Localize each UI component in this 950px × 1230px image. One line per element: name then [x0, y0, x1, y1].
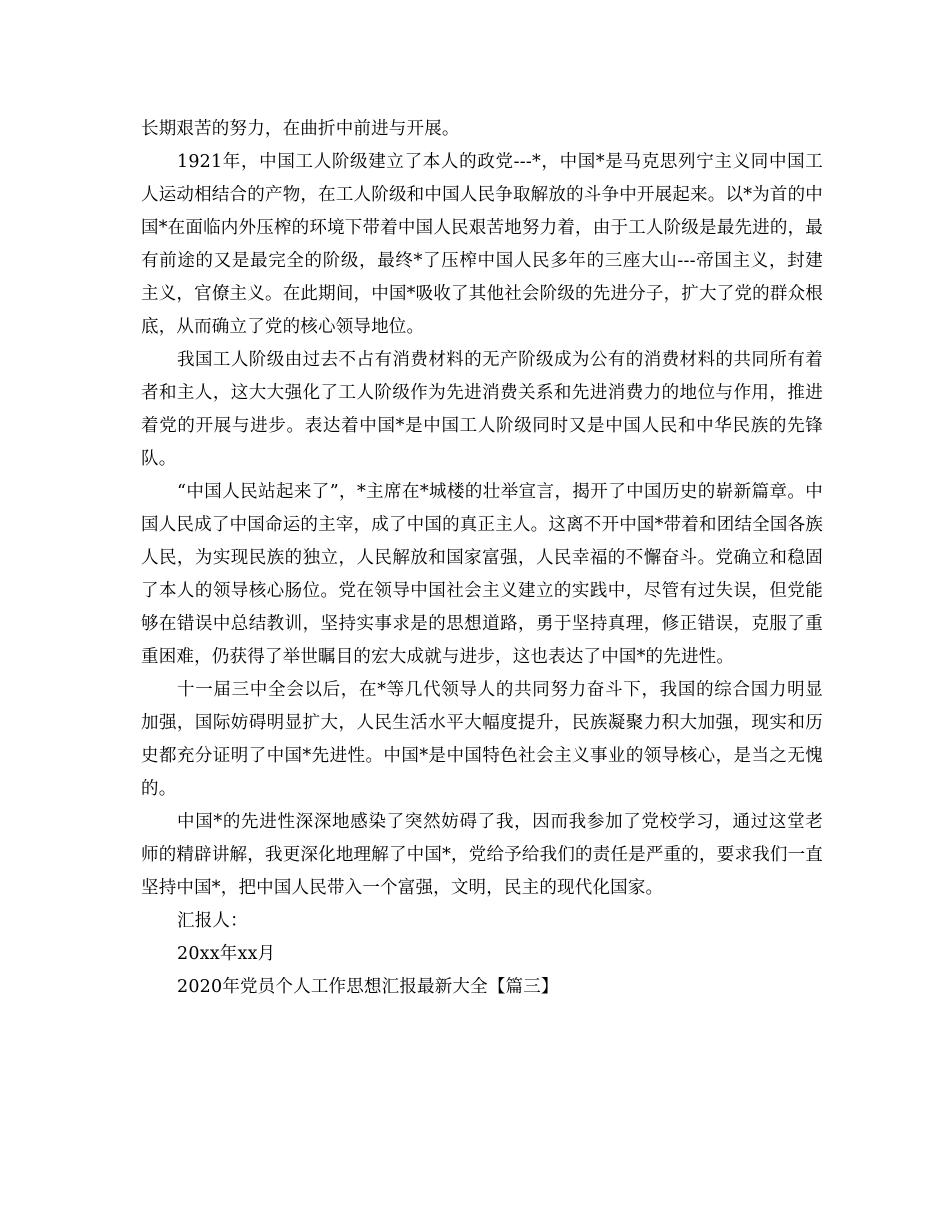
paragraph-working-class: 我国工人阶级由过去不占有消费材料的无产阶级成为公有的消费材料的共同所有着者和主人，这大大强化了工人阶级作为先进消费关系和先进消费力的地位与作用，推进着党的开展与进步。表达着中国*是中国工人阶级同时又是中国人民和中华民族的先锋队。 [141, 350, 823, 469]
paragraph-1921-party-founding: 1921年，中国工人阶级建立了本人的政党---*，中国*是马克思列宁主义同中国工人运动相结合的产物，在工人阶级和中国人民争取解放的斗争中开展起来。以*为首的中国*在面临内外压榨的环境下带着中国人民艰苦地努力着，由于工人阶级是最先进的，最有前途的又是最完全的阶级，最终*了压榨中国人民多年的三座大山---帝国主义，封建主义，官僚主义。在此期间，中国*吸收了其他社会阶级的先进分子，扩大了党的群众根底，从而确立了党的核心领导地位。 [141, 152, 823, 337]
paragraph-third-plenum: 十一届三中全会以后，在*等几代领导人的共同努力奋斗下，我国的综合国力明显加强，国际妨碍明显扩大，人民生活水平大幅度提升，民族凝聚力积大加强，现实和历史都充分证明了中国*先进性。中国*是中国特色社会主义事业的领导核心，是当之无愧的。 [141, 680, 823, 799]
paragraph-continuation: 长期艰苦的努力，在曲折中前进与开展。 [141, 119, 460, 139]
paragraph-people-stood-up: “中国人民站起来了”，*主席在*城楼的壮举宣言，揭开了中国历史的崭新篇章。中国人民成了中国命运的主宰，成了中国的真正主人。这离不开中国*带着和团结全国各族人民，为实现民族的独立，人民解放和国家富强，人民幸福的不懈奋斗。党确立和稳固了本人的领导核心肠位。党在领导中国社会主义建立的实践中，尽管有过失误，但党能够在错误中总结教训，坚持实事求是的思想道路，勇于坚持真理，修正错误，克服了重重困难，仍获得了举世瞩目的宏大成就与进步，这也表达了中国*的先进性。 [141, 482, 823, 667]
next-section-title: 2020年党员个人工作思想汇报最新大全【篇三】 [177, 977, 559, 997]
report-date: 20xx年xx月 [177, 944, 276, 964]
document-body [141, 113, 823, 1004]
paragraph-party-school: 中国*的先进性深深地感染了突然妨碍了我，因而我参加了党校学习，通过这堂老师的精辟讲解，我更深化地理解了中国*，党给予给我们的责任是严重的，要求我们一直坚持中国*，把中国人民带入一个富强，文明，民主的现代化国家。 [141, 812, 823, 898]
signature-label: 汇报人： [177, 911, 248, 931]
